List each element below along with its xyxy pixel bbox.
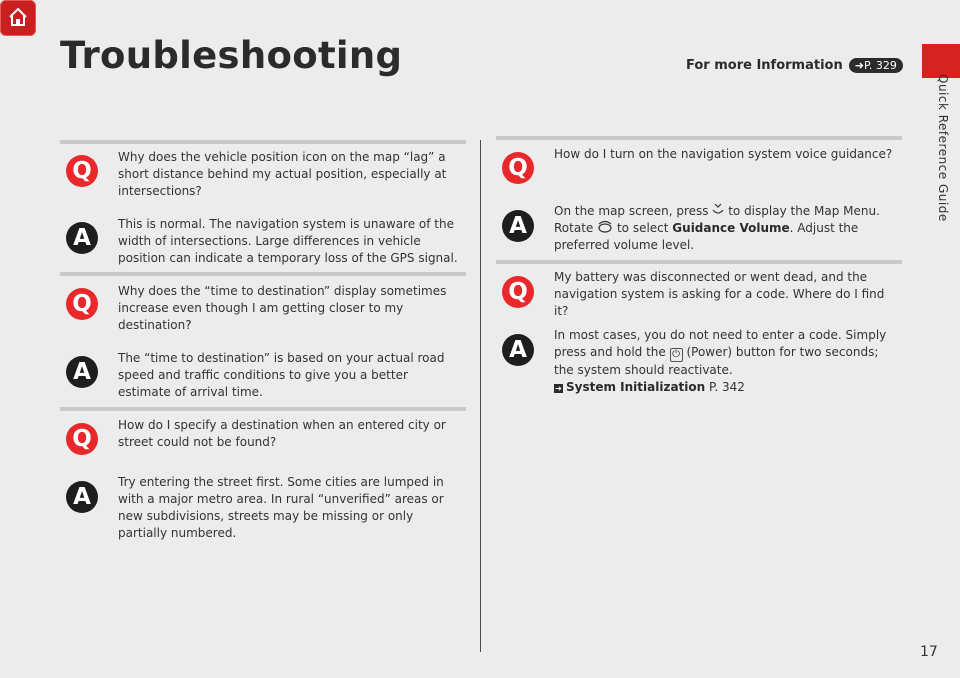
answer-text: Try entering the street first. Some cities are lumped in with a major metro area. In rural “unverified” areas or new subdivisions, streets may be missing or only partially numbered. — [118, 475, 444, 540]
question-text: Why does the “time to destination” display sometimes increase even though I am getting closer to my destination? — [118, 284, 447, 332]
section-rule — [496, 136, 902, 140]
question-badge: Q — [502, 152, 534, 184]
answer-badge: A — [502, 334, 534, 366]
section-rule — [60, 272, 466, 276]
answer-text-part: to select — [616, 221, 669, 235]
question-badge: Q — [502, 276, 534, 308]
answer-text-part: . Adjust the preferred volume level. — [554, 221, 859, 252]
page-title: Troubleshooting — [60, 34, 403, 77]
interface-dial-icon — [597, 220, 613, 234]
answer-text: This is normal. The navigation system is unaware of the width of intersections. Large differences in vehicle position can indicate a temporary loss of the GPS signal. — [118, 217, 458, 265]
question-text: How do I specify a destination when an entered city or street could not be found? — [118, 418, 446, 449]
answer-badge: A — [502, 210, 534, 242]
answer-badge: A — [66, 222, 98, 254]
page-reference: P. 329 — [863, 59, 897, 72]
more-info-label: For more Information — [686, 58, 843, 73]
question-badge: Q — [66, 423, 98, 455]
answer-text — [554, 327, 899, 396]
answer-badge: A — [66, 356, 98, 388]
column-divider — [480, 140, 481, 652]
question-text: Why does the vehicle position icon on the map “lag” a short distance behind my actual position, especially at intersections? — [118, 150, 447, 198]
page-reference-badge[interactable] — [849, 58, 903, 73]
answer-text-part: to display the Map Menu. Rotate — [554, 204, 880, 235]
cross-reference-icon: ➜ — [555, 384, 562, 393]
answer-text: The “time to destination” is based on your actual road speed and traffic conditions to give you a better estimate of arrival time. — [118, 351, 445, 399]
section-rule — [60, 140, 466, 144]
question-badge: Q — [66, 288, 98, 320]
answer-text-part: On the map screen, press — [554, 204, 709, 218]
system-initialization-link[interactable] — [554, 380, 745, 394]
question-badge: Q — [66, 155, 98, 187]
section-rule — [496, 260, 902, 264]
question-text: My battery was disconnected or went dead, and the navigation system is asking for a code. Where do I find it? — [554, 270, 885, 318]
more-info-link[interactable] — [686, 58, 903, 73]
answer-text-part: (Power) button for two seconds; the system should reactivate. — [554, 345, 879, 377]
section-tab[interactable] — [922, 44, 960, 78]
home-button[interactable] — [0, 0, 36, 36]
section-rule — [60, 407, 466, 411]
link-label: System Initialization — [566, 380, 706, 394]
guidance-volume-label: Guidance Volume — [672, 221, 790, 235]
page-number: 17 — [920, 644, 938, 660]
arrow-icon: ➜ — [854, 59, 864, 72]
power-icon: ⏻ — [670, 348, 683, 362]
map-menu-button-icon — [712, 203, 724, 217]
question-text: How do I turn on the navigation system voice guidance? — [554, 147, 893, 161]
link-page: P. 342 — [709, 380, 745, 394]
home-icon — [7, 6, 29, 28]
answer-badge: A — [66, 481, 98, 513]
answer-text-part: In most cases, you do not need to enter a code. Simply press and hold the — [554, 328, 887, 359]
answer-text — [554, 203, 899, 254]
section-label: Quick Reference Guide — [936, 74, 950, 222]
